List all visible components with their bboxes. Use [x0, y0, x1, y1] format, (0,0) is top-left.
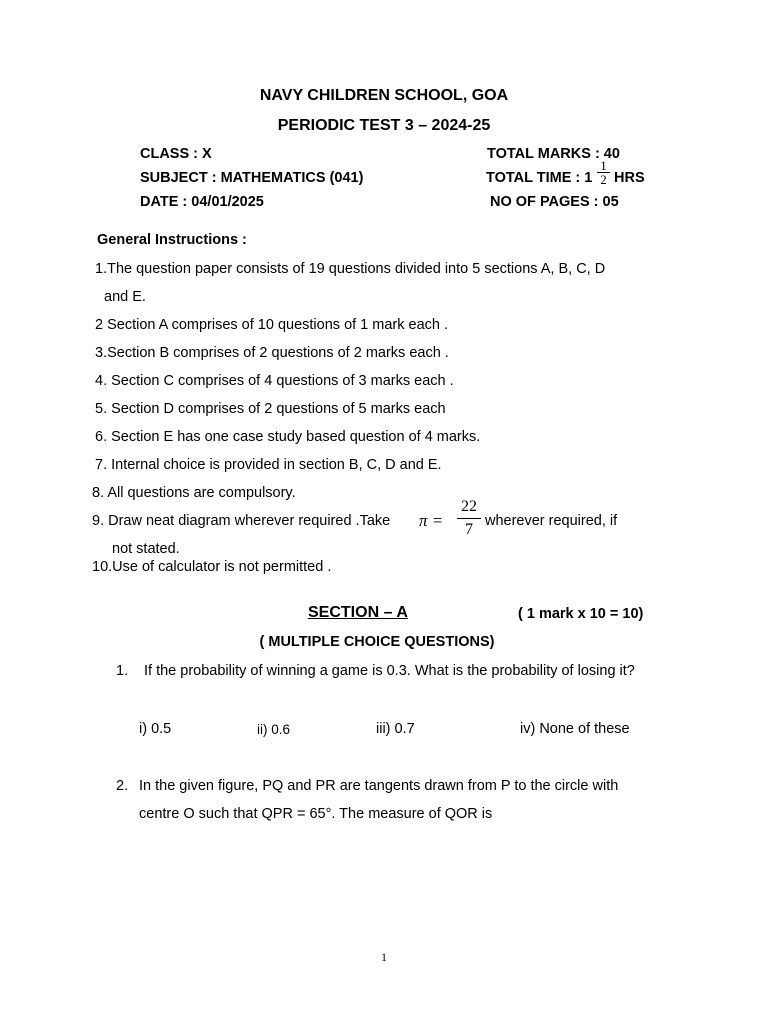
instruction-9-continued: not stated.	[112, 541, 180, 557]
total-time-fraction-numerator: 1	[600, 158, 607, 173]
total-time-fraction-denominator: 2	[600, 172, 607, 187]
question-1-option-iv: iv) None of these	[520, 721, 630, 737]
instruction-7: 7. Internal choice is provided in section B, C, D and E.	[95, 457, 442, 473]
pi-fraction-denominator: 7	[465, 521, 473, 538]
pi-fraction	[457, 499, 481, 538]
question-1-number: 1.	[116, 663, 129, 679]
page-number: 1	[381, 950, 387, 964]
instruction-10: 10.Use of calculator is not permitted .	[92, 559, 332, 575]
instruction-4: 4. Section C comprises of 4 questions of 3 marks each .	[95, 373, 454, 389]
fraction-bar	[457, 518, 481, 519]
instruction-5: 5. Section D comprises of 2 questions of 5 marks each	[95, 401, 446, 417]
subject-label: SUBJECT : MATHEMATICS (041)	[140, 170, 364, 186]
question-2-line2: centre O such that QPR = 65°. The measure of QOR is	[139, 806, 493, 822]
section-a-subtitle: ( MULTIPLE CHOICE QUESTIONS)	[259, 634, 495, 650]
instruction-3: 3.Section B comprises of 2 questions of 2 marks each .	[95, 345, 449, 361]
total-marks-label: TOTAL MARKS : 40	[487, 146, 620, 162]
total-time-suffix: HRS	[614, 170, 645, 186]
total-time-fraction	[597, 159, 610, 186]
class-label: CLASS : X	[140, 146, 212, 162]
instruction-8: 8. All questions are compulsory.	[92, 485, 296, 501]
instructions-heading: General Instructions :	[97, 232, 247, 248]
question-2-line1: In the given figure, PQ and PR are tangents drawn from P to the circle with	[139, 778, 619, 794]
instruction-2: 2 Section A comprises of 10 questions of 1 mark each .	[95, 317, 449, 333]
pi-fraction-numerator: 22	[461, 498, 477, 515]
school-name: NAVY CHILDREN SCHOOL, GOA	[259, 87, 509, 104]
question-1-option-iii: iii) 0.7	[376, 721, 415, 737]
test-title: PERIODIC TEST 3 – 2024-25	[277, 117, 491, 134]
pages-label: NO OF PAGES : 05	[490, 194, 619, 210]
instruction-9: 9. Draw neat diagram wherever required .Take	[92, 513, 391, 529]
question-1-option-ii: ii) 0.6	[257, 722, 291, 737]
question-2-number: 2.	[116, 778, 129, 794]
instruction-9-tail: wherever required, if	[485, 513, 618, 529]
pi-symbol: π =	[419, 511, 444, 530]
instruction-1: 1.The question paper consists of 19 questions divided into 5 sections A, B, C, D	[95, 261, 606, 277]
question-1-option-i: i) 0.5	[139, 721, 172, 737]
instruction-6: 6. Section E has one case study based question of 4 marks.	[95, 429, 481, 445]
section-a-title: SECTION – A	[308, 604, 408, 621]
total-time-prefix: TOTAL TIME : 1	[486, 170, 593, 186]
section-a-marks: ( 1 mark x 10 = 10)	[518, 606, 644, 622]
date-label: DATE : 04/01/2025	[140, 194, 264, 210]
instruction-1-continued: and E.	[104, 289, 146, 305]
question-1-text: If the probability of winning a game is 0.3. What is the probability of losing it?	[144, 663, 635, 679]
